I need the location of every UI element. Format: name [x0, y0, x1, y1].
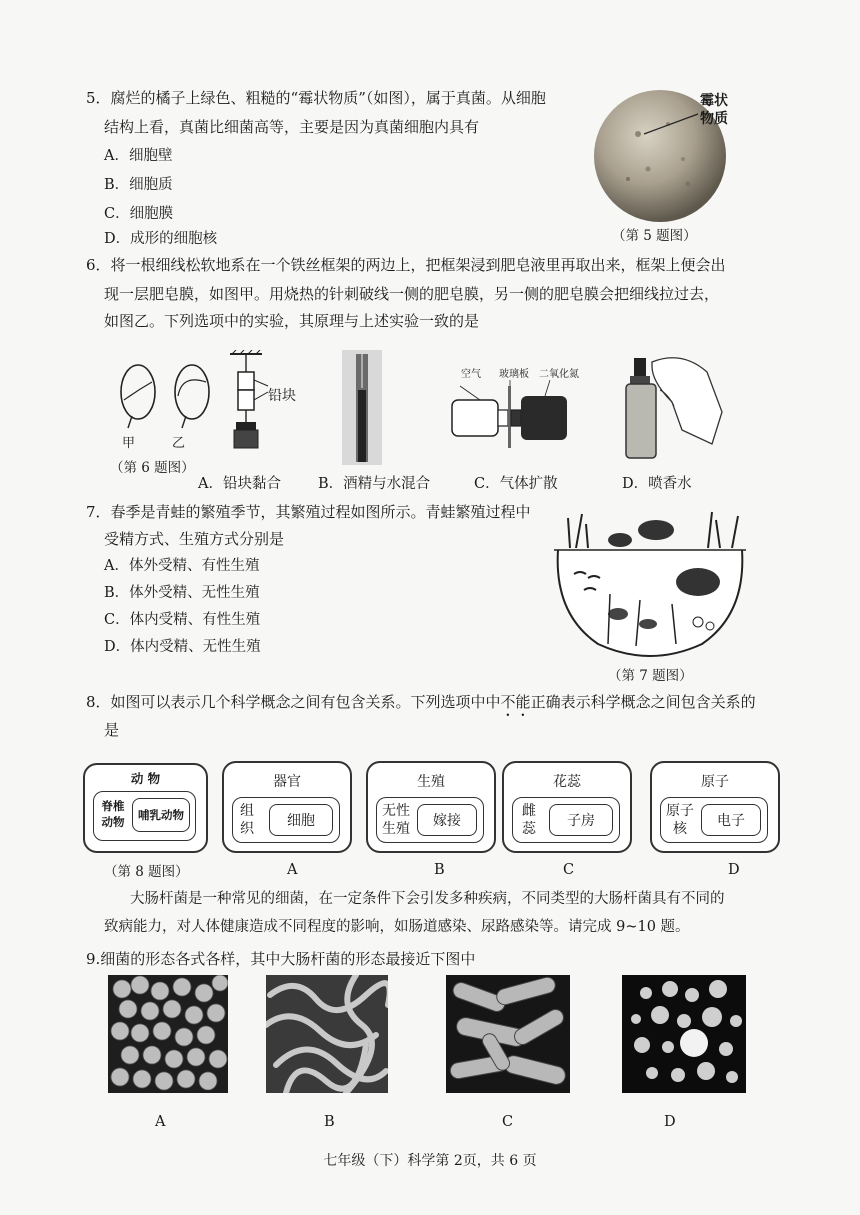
- q6-option-b[interactable]: B．酒精与水混合: [318, 476, 431, 492]
- bacteria-spirilla-image[interactable]: [266, 975, 388, 1093]
- q6-caption: （第 6 题图）: [110, 460, 195, 476]
- no2-label: 二氧化氮: [539, 369, 579, 380]
- perfume-spray-image: [612, 352, 727, 462]
- lead-label: 铅块: [268, 388, 296, 404]
- q8-box-a: 器官 组 织 细胞: [222, 761, 352, 853]
- passage-line2: 致病能力，对人体健康造成不同程度的影响，如肠道感染、尿路感染等。请完成 9~10 题。: [104, 919, 690, 935]
- moldy-orange-image: [588, 84, 768, 224]
- q6-option-d[interactable]: D．喷香水: [622, 476, 692, 492]
- q5-option-c[interactable]: C．细胞膜: [104, 206, 174, 222]
- q5-option-a[interactable]: A．细胞壁: [104, 148, 173, 164]
- q7-option-b[interactable]: B．体外受精、无性生殖: [104, 585, 260, 601]
- q6-line1: 6．将一根细线松软地系在一个铁丝框架的两边上，把框架浸到肥皂液里再取出来，框架上便会出: [86, 256, 726, 274]
- q9-line1: 9.细菌的形态各式各样，其中大肠杆菌的形态最接近下图中: [86, 950, 476, 968]
- q7-line2: 受精方式、生殖方式分别是: [104, 530, 285, 548]
- emphasis-not: 不能: [500, 693, 531, 711]
- q8-box-b: 生殖 无性 生殖 嫁接: [366, 761, 496, 853]
- frog-life-cycle-image: [548, 504, 752, 660]
- alcohol-water-tube-image: [342, 350, 382, 465]
- q7-option-c[interactable]: C．体内受精、有性生殖: [104, 612, 261, 628]
- mold-label-1: 霉状: [700, 93, 728, 109]
- soap-film-figure: [110, 360, 220, 430]
- glass-label: 玻璃板: [499, 369, 529, 380]
- q6-option-a[interactable]: A．铅块黏合: [198, 476, 281, 492]
- q8-option-c[interactable]: C: [563, 862, 575, 878]
- q5-caption: （第 5 题图）: [612, 228, 697, 244]
- q5-line1: 5．腐烂的橘子上绿色、粗糙的“霉状物质”（如图），属于真菌。从细胞: [86, 89, 546, 107]
- q7-option-a[interactable]: A．体外受精、有性生殖: [104, 558, 260, 574]
- bacteria-bacilli-image[interactable]: [446, 975, 570, 1093]
- q8-box-c: 花蕊 雌 蕊 子房: [502, 761, 632, 853]
- q6-line2: 现一层肥皂膜，如图甲。用烧热的针刺破线一侧的肥皂膜，另一侧的肥皂膜会把细线拉过去，: [104, 285, 720, 303]
- q5-line2: 结构上看，真菌比细菌高等，主要是因为真菌细胞内具有: [104, 118, 480, 136]
- q8-line2: 是: [104, 721, 120, 739]
- q9-option-b[interactable]: B: [324, 1114, 335, 1130]
- passage-line1: 大肠杆菌是一种常见的细菌，在一定条件下会引发多种疾病，不同类型的大肠杆菌具有不同的: [130, 891, 725, 907]
- q6-line3: 如图乙。下列选项中的实验，其原理与上述实验一致的是: [104, 312, 480, 330]
- q8-box-d: 原子 原子 核 电子: [650, 761, 780, 853]
- q9-option-c[interactable]: C: [502, 1114, 514, 1130]
- fig-yi-label: 乙: [172, 436, 186, 451]
- q8-line1: 8．如图可以表示几个科学概念之间有包含关系。下列选项中中不能正确表示科学概念之间包含关系的: [86, 693, 756, 711]
- q6-option-c[interactable]: C．气体扩散: [474, 476, 558, 492]
- q8-option-d[interactable]: D: [728, 862, 740, 878]
- q7-line1: 7．春季是青蛙的繁殖季节，其繁殖过程如图所示。青蛙繁殖过程中: [86, 503, 531, 521]
- fig-jia-label: 甲: [122, 436, 136, 451]
- q8-caption: （第 8 题图）: [104, 864, 189, 880]
- gas-diffusion-image: [450, 380, 570, 455]
- page-footer: 七年级（下）科学第 2页，共 6 页: [323, 1153, 537, 1169]
- bacteria-cocci-image[interactable]: [108, 975, 228, 1093]
- q9-option-d[interactable]: D: [664, 1114, 676, 1130]
- q9-option-a[interactable]: A: [155, 1114, 166, 1130]
- q8-figure-box: 动 物 脊椎 动物 哺乳动物: [83, 763, 208, 853]
- q7-caption: （第 7 题图）: [608, 668, 693, 684]
- mold-label-2: 物质: [700, 111, 728, 127]
- q5-option-b[interactable]: B．细胞质: [104, 177, 173, 193]
- q8-option-a[interactable]: A: [287, 862, 298, 878]
- bacteria-yeast-image[interactable]: [622, 975, 746, 1093]
- q5-option-d[interactable]: D．成形的细胞核: [104, 231, 218, 247]
- q7-option-d[interactable]: D．体内受精、无性生殖: [104, 639, 261, 655]
- air-label: 空气: [461, 369, 481, 380]
- q8-option-b[interactable]: B: [434, 862, 445, 878]
